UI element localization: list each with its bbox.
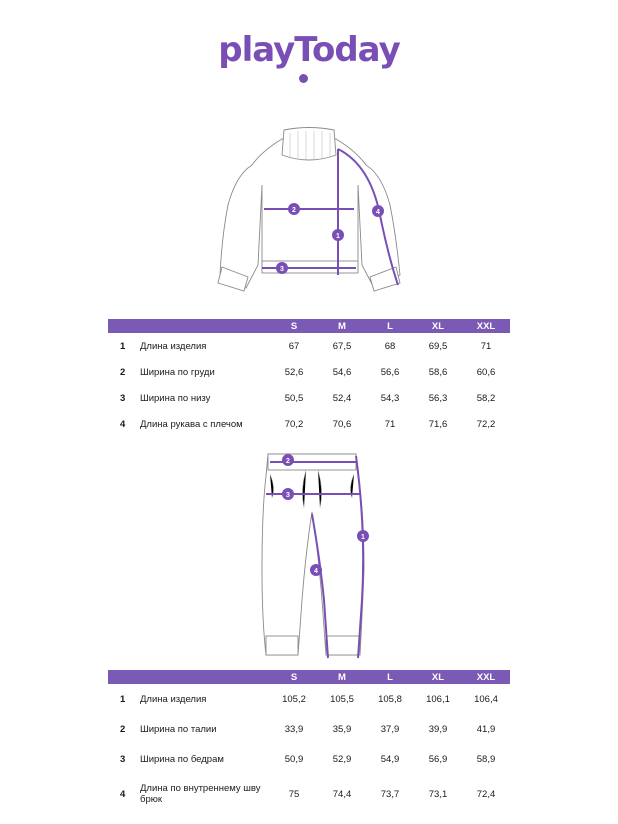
cell-value: 35,9 [332, 723, 352, 735]
row-name: Ширина по талии [140, 723, 217, 735]
cell-value: 71 [384, 418, 396, 430]
row-number: 2 [120, 723, 126, 735]
cell-value: 50,9 [284, 753, 304, 765]
cell-value: 56,9 [428, 753, 448, 765]
brand-name: playToday [218, 30, 400, 70]
sweater-size-table [108, 319, 510, 437]
header-cell [108, 319, 140, 333]
header-size-xl: XL [414, 670, 462, 684]
marker-2-label: 2 [286, 458, 290, 465]
cell-value: 74,4 [332, 788, 352, 800]
header-cell [140, 319, 270, 333]
cell-value: 71,6 [428, 418, 448, 430]
cell-value: 72,2 [476, 418, 496, 430]
marker-1-label: 1 [361, 534, 365, 541]
cell-value: 105,8 [378, 693, 402, 705]
cell-value: 67,5 [332, 340, 352, 352]
header-size-m: M [318, 670, 366, 684]
cell-value: 72,4 [476, 788, 496, 800]
row-name: Длина изделия [140, 693, 207, 705]
cell-value: 67 [288, 340, 300, 352]
cell-value: 70,2 [284, 418, 304, 430]
table-row [108, 714, 510, 744]
cell-value: 58,9 [476, 753, 496, 765]
row-name: Ширина по бедрам [140, 753, 224, 765]
cell-value: 70,6 [332, 418, 352, 430]
pants-diagram [0, 450, 618, 665]
row-name: Ширина по груди [140, 366, 215, 378]
cell-value: 39,9 [428, 723, 448, 735]
cell-value: 68 [384, 340, 396, 352]
header-size-xxl: XXL [462, 319, 510, 333]
table-row [108, 385, 510, 411]
row-number: 1 [120, 340, 126, 352]
cell-value: 69,5 [428, 340, 448, 352]
cell-value: 75 [288, 788, 300, 800]
row-name: Ширина по низу [140, 392, 211, 404]
cell-value: 60,6 [476, 366, 496, 378]
brand-logo [0, 30, 618, 70]
marker-1-label: 1 [336, 233, 340, 240]
cell-value: 106,4 [474, 693, 498, 705]
cell-value: 106,1 [426, 693, 450, 705]
table-row [108, 744, 510, 774]
cell-value: 105,2 [282, 693, 306, 705]
table-row [108, 684, 510, 714]
cell-value: 41,9 [476, 723, 496, 735]
cell-value: 52,9 [332, 753, 352, 765]
cell-value: 50,5 [284, 392, 304, 404]
cell-value: 33,9 [284, 723, 304, 735]
row-number: 3 [120, 753, 126, 765]
logo-dot-icon [299, 74, 308, 83]
header-size-s: S [270, 670, 318, 684]
row-name: Длина по внутреннему шву брюк [140, 783, 261, 805]
table-row [108, 774, 510, 814]
marker-4-label: 4 [376, 209, 380, 216]
row-number: 3 [120, 392, 126, 404]
row-name: Длина рукава с плечом [140, 418, 243, 430]
table-header-row [108, 319, 510, 333]
cell-value: 58,6 [428, 366, 448, 378]
marker-3-label: 3 [286, 492, 290, 499]
cell-value: 54,6 [332, 366, 352, 378]
table-header-row [108, 670, 510, 684]
pants-size-table [108, 670, 510, 814]
cell-value: 58,2 [476, 392, 496, 404]
table-row [108, 359, 510, 385]
header-size-m: M [318, 319, 366, 333]
header-size-s: S [270, 319, 318, 333]
marker-4-label: 4 [314, 568, 318, 575]
table-row [108, 333, 510, 359]
row-number: 4 [120, 788, 126, 800]
cell-value: 71 [480, 340, 492, 352]
pants-outline-icon [262, 454, 364, 655]
cell-value: 56,3 [428, 392, 448, 404]
header-cell [140, 670, 270, 684]
row-number: 1 [120, 693, 126, 705]
cell-value: 52,6 [284, 366, 304, 378]
cell-value: 37,9 [380, 723, 400, 735]
cell-value: 52,4 [332, 392, 352, 404]
marker-2-label: 2 [292, 207, 296, 214]
cell-value: 105,5 [330, 693, 354, 705]
cell-value: 56,6 [380, 366, 400, 378]
header-cell [108, 670, 140, 684]
row-name: Длина изделия [140, 340, 207, 352]
header-size-xl: XL [414, 319, 462, 333]
row-number: 4 [120, 418, 126, 430]
header-size-xxl: XXL [462, 670, 510, 684]
row-number: 2 [120, 366, 126, 378]
cell-value: 73,1 [428, 788, 448, 800]
cell-value: 54,9 [380, 753, 400, 765]
sweater-diagram [0, 125, 618, 295]
cell-value: 54,3 [380, 392, 400, 404]
marker-3-label: 3 [280, 266, 284, 273]
header-size-l: L [366, 670, 414, 684]
cell-value: 73,7 [380, 788, 400, 800]
header-size-l: L [366, 319, 414, 333]
table-row [108, 411, 510, 437]
